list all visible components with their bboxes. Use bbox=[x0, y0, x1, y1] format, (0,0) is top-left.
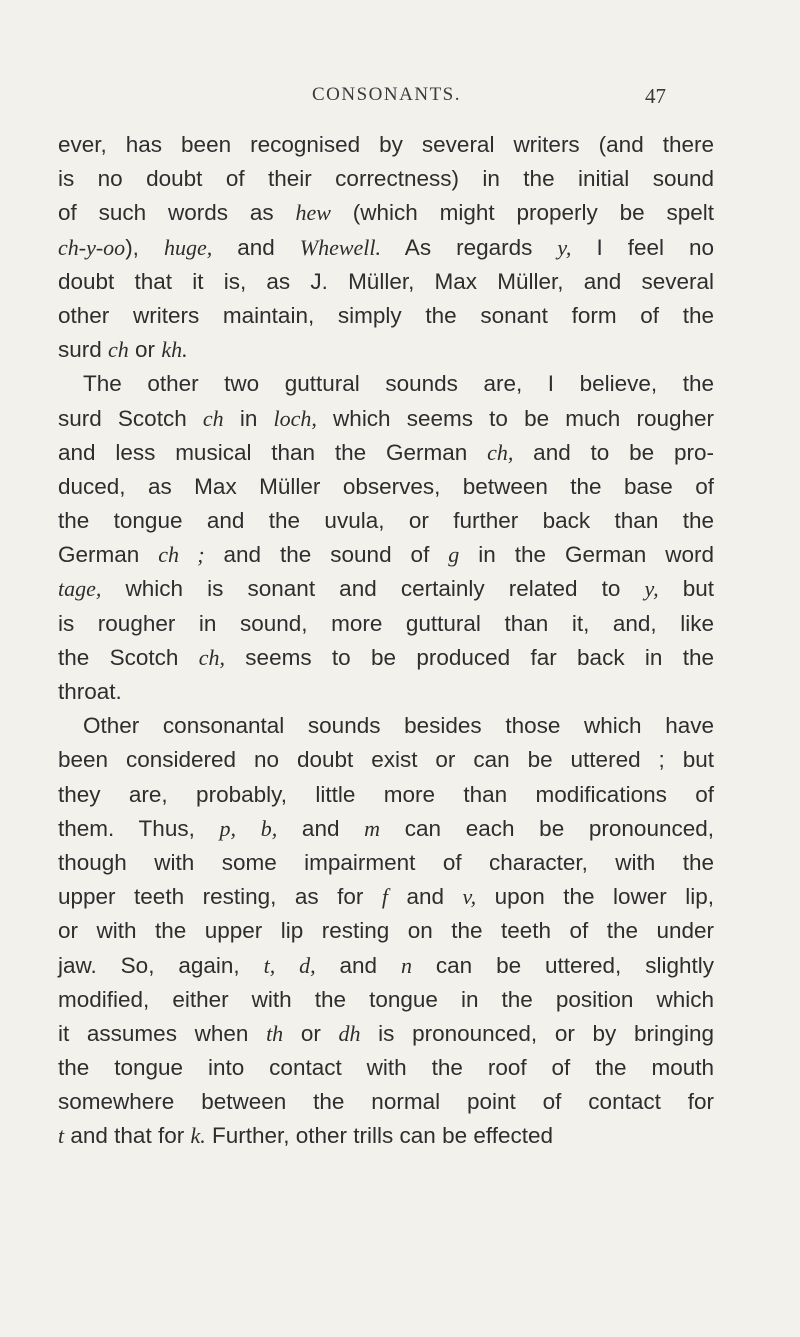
text-run: and less musical than the German bbox=[58, 439, 488, 465]
body-text bbox=[58, 128, 714, 1154]
italic-term: m bbox=[364, 815, 381, 841]
text-run: I feel no bbox=[571, 234, 715, 260]
italic-term: dh bbox=[338, 1020, 361, 1046]
text-line bbox=[58, 709, 714, 743]
text-run: which is sonant and certainly related to bbox=[101, 576, 645, 602]
text-line bbox=[58, 607, 714, 641]
text-run: Further, other trills can be effected bbox=[205, 1123, 554, 1149]
italic-term: t, bbox=[263, 952, 276, 978]
text-run: ), bbox=[125, 234, 164, 260]
text-line bbox=[58, 538, 714, 572]
italic-term: g bbox=[448, 542, 460, 568]
text-run bbox=[275, 953, 299, 978]
text-run: or bbox=[128, 337, 162, 363]
text-run: it assumes when bbox=[58, 1020, 267, 1046]
italic-term: huge, bbox=[163, 234, 213, 260]
text-run: seems to be produced far back in the bbox=[224, 644, 715, 670]
text-run: upon the lower lip, bbox=[476, 884, 714, 910]
text-run: is rougher in sound, more guttural than it, and, like bbox=[58, 610, 714, 636]
text-line bbox=[58, 333, 714, 367]
text-line bbox=[58, 1051, 714, 1085]
text-run: other writers maintain, simply the sonant form of the bbox=[58, 302, 714, 328]
text-line bbox=[58, 196, 714, 230]
text-line bbox=[58, 1085, 714, 1119]
italic-term: Whewell. bbox=[299, 234, 382, 260]
italic-term: y, bbox=[557, 234, 572, 260]
text-line bbox=[58, 641, 714, 675]
text-run: jaw. So, again, bbox=[58, 952, 264, 978]
text-run: Other consonantal sounds besides those which have bbox=[83, 713, 714, 739]
text-line bbox=[58, 402, 714, 436]
italic-term: p, bbox=[219, 815, 237, 841]
text-run: or bbox=[283, 1020, 339, 1046]
text-run: and bbox=[212, 234, 300, 260]
italic-term: t bbox=[58, 1123, 65, 1149]
text-line bbox=[58, 299, 714, 333]
italic-term: n bbox=[400, 952, 412, 978]
text-run: them. Thus, bbox=[58, 815, 220, 841]
italic-term: f bbox=[381, 884, 388, 910]
text-run: modified, either with the tongue in the position which bbox=[58, 986, 714, 1012]
text-run: As regards bbox=[381, 234, 558, 260]
italic-term: ch bbox=[202, 405, 224, 431]
text-run: can be uttered, slightly bbox=[411, 952, 714, 978]
italic-term: d, bbox=[299, 952, 316, 978]
italic-term: ch bbox=[108, 337, 129, 363]
text-line bbox=[58, 162, 714, 196]
text-run: but bbox=[658, 576, 714, 602]
italic-term: loch, bbox=[273, 405, 317, 431]
text-run: and the sound of bbox=[204, 542, 449, 568]
text-line bbox=[58, 846, 714, 880]
page-number: 47 bbox=[645, 84, 666, 108]
text-line bbox=[58, 880, 714, 914]
text-run: or with the upper lip resting on the teeth of the under bbox=[58, 918, 714, 944]
text-run: in the German word bbox=[459, 542, 715, 568]
text-line bbox=[58, 367, 714, 401]
text-line bbox=[58, 983, 714, 1017]
italic-term: v, bbox=[462, 884, 477, 910]
running-title: CONSONANTS. bbox=[312, 84, 461, 105]
page-header bbox=[0, 84, 800, 110]
text-run: in bbox=[223, 405, 274, 431]
text-line bbox=[58, 504, 714, 538]
italic-term: ch ; bbox=[158, 542, 205, 568]
text-run: though with some impairment of character, with the bbox=[58, 849, 714, 875]
text-line bbox=[58, 949, 714, 983]
text-line bbox=[58, 743, 714, 777]
italic-term: k. bbox=[190, 1123, 206, 1149]
text-run: surd bbox=[58, 337, 109, 363]
text-run: The other two guttural sounds are, I believe, the bbox=[83, 371, 714, 397]
text-line bbox=[58, 470, 714, 504]
text-run: and bbox=[277, 815, 365, 841]
text-run: they are, probably, little more than modifications of bbox=[58, 781, 714, 807]
text-run: (which might properly be spelt bbox=[330, 200, 715, 226]
text-run: can each be pronounced, bbox=[380, 815, 715, 841]
italic-term: tage, bbox=[58, 576, 102, 602]
text-run: the Scotch bbox=[58, 644, 199, 670]
text-run: been considered no doubt exist or can be uttered ; but bbox=[58, 747, 714, 773]
italic-term: ch-y-oo bbox=[58, 234, 126, 260]
text-run: somewhere between the normal point of contact for bbox=[58, 1089, 714, 1115]
text-run: is pronounced, or by bringing bbox=[360, 1020, 714, 1046]
text-line bbox=[58, 265, 714, 299]
text-run: is no doubt of their correctness) in the initial sound bbox=[58, 166, 714, 192]
text-run: the tongue into contact with the roof of the mouth bbox=[58, 1055, 714, 1081]
text-line bbox=[58, 778, 714, 812]
italic-term: kh. bbox=[161, 337, 188, 363]
text-run: German bbox=[58, 542, 159, 568]
text-run: doubt that it is, as J. Müller, Max Müller, and several bbox=[58, 268, 714, 294]
italic-term: b, bbox=[260, 815, 278, 841]
text-line bbox=[58, 1119, 714, 1153]
text-line bbox=[58, 1017, 714, 1051]
italic-term: ch, bbox=[487, 439, 514, 465]
text-run bbox=[236, 816, 261, 841]
italic-term: ch, bbox=[198, 644, 225, 670]
italic-term: y, bbox=[644, 576, 659, 602]
text-run: and to be pro- bbox=[513, 439, 714, 465]
text-run: duced, as Max Müller observes, between the base of bbox=[58, 473, 714, 499]
text-run: which seems to be much rougher bbox=[316, 405, 715, 431]
text-run: of such words as bbox=[58, 200, 296, 226]
italic-term: th bbox=[266, 1020, 284, 1046]
text-line bbox=[58, 436, 714, 470]
text-run: and bbox=[387, 884, 463, 910]
text-run: throat. bbox=[58, 679, 122, 704]
text-run: ever, has been recognised by several writers (and there bbox=[58, 132, 714, 157]
text-run: and that for bbox=[64, 1123, 191, 1149]
text-line bbox=[58, 675, 714, 709]
text-line bbox=[58, 128, 714, 162]
text-line bbox=[58, 914, 714, 948]
text-run: and bbox=[315, 952, 401, 978]
text-line bbox=[58, 572, 714, 606]
text-run: the tongue and the uvula, or further back than the bbox=[58, 508, 714, 534]
text-run: surd Scotch bbox=[58, 405, 203, 431]
italic-term: hew bbox=[295, 200, 331, 226]
text-run: upper teeth resting, as for bbox=[58, 884, 382, 910]
text-line bbox=[58, 812, 714, 846]
text-line bbox=[58, 231, 714, 265]
